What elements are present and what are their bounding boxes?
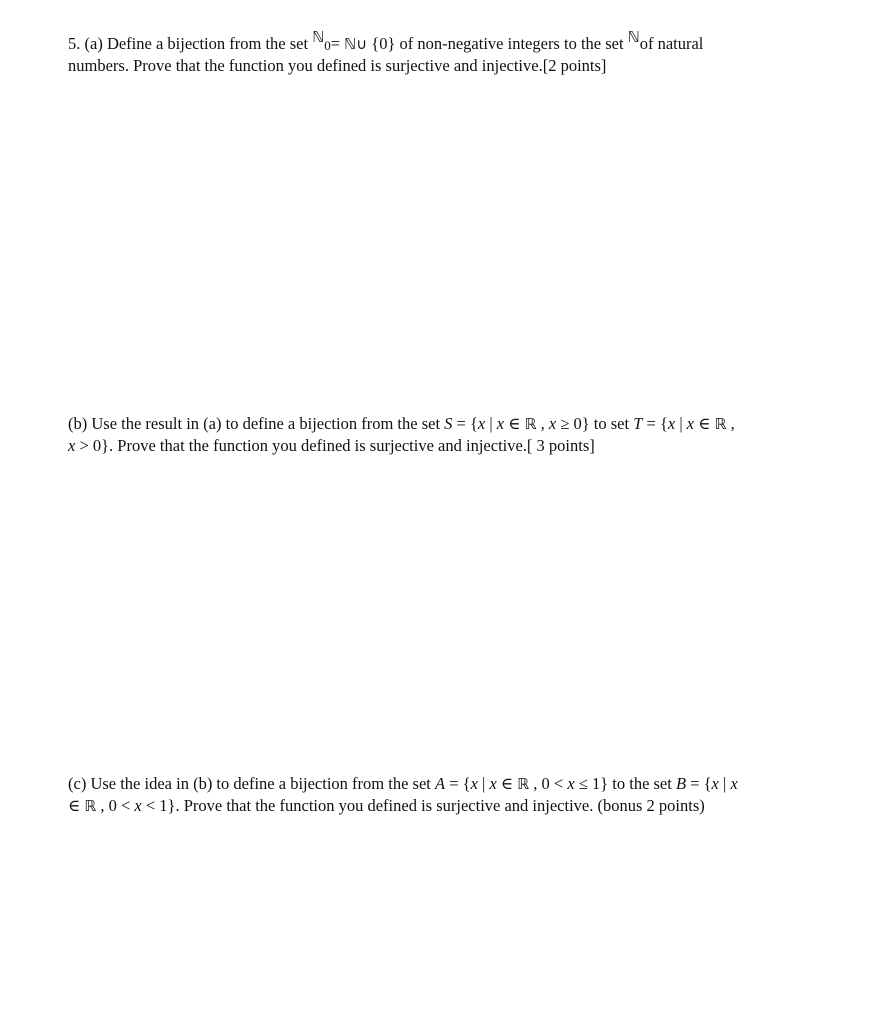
variable: x — [68, 436, 76, 455]
text: = { — [452, 414, 478, 433]
variable: x — [711, 774, 719, 793]
text: ≥ 0} to set — [556, 414, 634, 433]
variable: x — [567, 774, 575, 793]
text: ≤ 1} to the set — [574, 774, 676, 793]
text: | — [485, 414, 497, 433]
reals-symbol: ℝ — [714, 415, 727, 433]
text: , 0 < — [96, 796, 135, 815]
reals-symbol: ℝ — [524, 415, 537, 433]
text: < 1}. Prove that the function you defined is surjective and injective. (bonus 2 points) — [141, 796, 705, 815]
text: | — [675, 414, 687, 433]
variable: x — [496, 414, 505, 433]
text: = { — [686, 774, 712, 793]
text: , 0 < — [529, 774, 568, 793]
text: ∈ — [496, 774, 518, 793]
text: {0} of non-negative integers to the set — [367, 34, 628, 53]
text: , — [536, 414, 549, 433]
variable: x — [667, 414, 676, 433]
variable: B — [675, 774, 687, 793]
text: numbers. Prove that the function you defined is surjective and injective.[2 points] — [68, 56, 607, 75]
naturals-symbol: ℕ — [627, 28, 640, 46]
text: 5. (a) Define a bijection from the set — [68, 34, 313, 53]
text: , — [726, 414, 735, 433]
text: | — [718, 774, 731, 793]
reals-symbol: ℝ — [84, 797, 97, 815]
variable: x — [134, 796, 142, 815]
text: (b) Use the result in (a) to define a bijection from the set — [68, 414, 445, 433]
text: = — [330, 34, 345, 53]
variable: x — [470, 774, 478, 793]
text: > 0}. Prove that the function you defined is surjective and injective.[ 3 points] — [75, 436, 595, 455]
subscript-zero: 0 — [324, 38, 331, 53]
variable: x — [730, 774, 738, 793]
variable: x — [548, 414, 557, 433]
text: = { — [445, 774, 471, 793]
problem-5b — [68, 413, 828, 456]
variable: S — [444, 414, 453, 433]
text: of natural — [639, 34, 704, 53]
text: ∈ — [68, 796, 85, 815]
naturals-symbol: ℕ — [312, 28, 325, 46]
problem-5c — [68, 773, 828, 817]
text: ∈ — [694, 414, 715, 433]
text: (c) Use the idea in (b) to define a bijection from the set — [68, 774, 435, 793]
text: | — [477, 774, 490, 793]
text: ∈ — [504, 414, 525, 433]
naturals-symbol: ℕ — [344, 35, 357, 53]
variable: x — [686, 414, 695, 433]
text: = { — [642, 414, 668, 433]
union-symbol: ∪ — [356, 35, 368, 53]
reals-symbol: ℝ — [517, 775, 530, 793]
variable: A — [435, 774, 446, 793]
variable: T — [633, 414, 643, 433]
problem-5a — [68, 28, 828, 76]
variable: x — [477, 414, 486, 433]
variable: x — [489, 774, 497, 793]
